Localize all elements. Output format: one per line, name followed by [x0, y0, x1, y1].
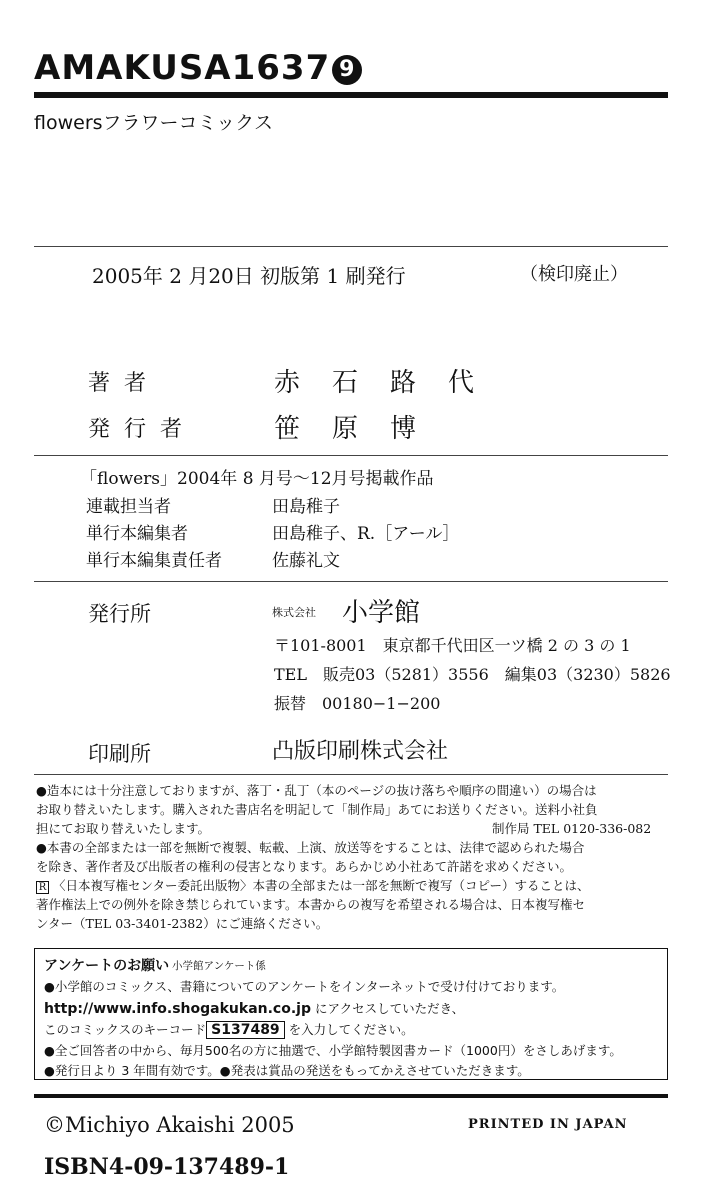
isbn-number: ISBN4-09-137489-1	[44, 1154, 290, 1180]
divider-edition	[34, 246, 668, 247]
survey-line: ●発行日より 3 年間有効です。●発表は賞品の発送をもってかえさせていただきます。	[44, 1063, 530, 1078]
notice-line: 著作権法上での例外を除き禁じられています。本書からの複写を希望される場合は、日本複写権セ	[36, 897, 586, 912]
publisher-phone: TEL 販売03（5281）3556 編集03（3230）5826	[274, 665, 671, 684]
postal-transfer: 振替 00180−1−200	[274, 694, 441, 713]
notice-line: ●造本には十分注意しておりますが、落丁・乱丁（本のページの抜け落ちや順序の間違い）の場合は	[36, 783, 597, 798]
notice-text: 〈日本複写権センター委託出版物〉本書の全部または一部を無断で複写（コピー）することは、	[53, 878, 590, 893]
publisher-address: 〒101-8001 東京都千代田区一ツ橋 2 の 3 の 1	[274, 636, 631, 655]
survey-code-suffix: を入力してください。	[284, 1022, 414, 1037]
notice-line: を除き、著作者及び出版者の権利の侵害となります。あらかじめ小社あて許諾を求めください。	[36, 859, 573, 874]
survey-url-link[interactable]: http://www.info.shogakukan.co.jp	[44, 1001, 311, 1017]
seal-notice: （検印廃止）	[520, 264, 628, 285]
survey-key-code: S137489	[206, 1021, 285, 1039]
survey-line	[44, 999, 464, 1017]
survey-subtitle: 小学館アンケート係	[172, 960, 266, 972]
book-title	[34, 48, 362, 88]
notice-line: ンター（TEL 03-3401-2382）にご連絡ください。	[36, 916, 329, 931]
survey-url-suffix: にアクセスしていただき、	[310, 1001, 465, 1016]
credit-role: 単行本編集責任者	[86, 551, 222, 571]
notice-line: 担にてお取り替えいたします。	[36, 821, 211, 836]
company-name: 小学館	[342, 598, 421, 628]
bottom-divider-bar	[34, 1094, 668, 1098]
publishing-house-label: 発行所	[88, 602, 151, 626]
serialization-note: 「flowers」2004年 8 月号〜12月号掲載作品	[80, 469, 434, 489]
credit-role: 連載担当者	[86, 497, 171, 517]
survey-code-prefix: このコミックスのキーコード	[44, 1022, 207, 1037]
notice-line: お取り替えいたします。購入された書店名を明記して「制作局」あてにお送りください。送料小社負	[36, 802, 598, 817]
copyright-notice: ©Michiyo Akaishi 2005	[44, 1113, 295, 1137]
survey-title: アンケートのお願い	[44, 958, 170, 974]
notice-line: ●本書の全部または一部を無断で複製、転載、上演、放送等をすることは、法律で認められた場合	[36, 840, 585, 855]
company-prefix: 株式会社	[272, 606, 316, 619]
top-divider-bar	[34, 92, 668, 98]
printed-in-label: PRINTED IN JAPAN	[468, 1117, 628, 1132]
survey-line: ●全ご回答者の中から、毎月500名の方に抽選で、小学館特製図書カード（1000円）をさしあげます。	[44, 1043, 622, 1058]
survey-line: ●小学館のコミックス、書籍についてのアンケートをインターネットで受け付けております。	[44, 979, 565, 994]
volume-number-badge: 9	[332, 55, 362, 85]
copyright-center-mark: R	[36, 881, 49, 894]
publisher-label: 発行者	[88, 417, 197, 442]
publisher-name: 笹原博	[274, 414, 449, 444]
credit-role: 単行本編集者	[86, 524, 188, 544]
divider-publisher	[34, 581, 668, 582]
survey-line	[44, 1020, 414, 1039]
book-title-text: AMAKUSA1637	[34, 48, 331, 88]
notice-line	[36, 876, 590, 894]
credit-name: 佐藤礼文	[272, 551, 340, 571]
divider-notes	[34, 774, 668, 775]
printer-label: 印刷所	[88, 742, 151, 766]
author-name: 赤石路代	[274, 368, 507, 398]
printer-name: 凸版印刷株式会社	[272, 739, 449, 764]
series-label: flowersフラワーコミックス	[34, 112, 273, 134]
divider-credits	[34, 455, 668, 456]
credit-name: 田島稚子、R.［アール］	[272, 524, 460, 544]
author-label: 著者	[88, 371, 161, 396]
edition-date: 2005年 2 月20日 初版第 1 刷発行	[92, 264, 406, 288]
credit-name: 田島稚子	[272, 497, 340, 517]
production-phone: 制作局 TEL 0120-336-082	[492, 821, 652, 836]
